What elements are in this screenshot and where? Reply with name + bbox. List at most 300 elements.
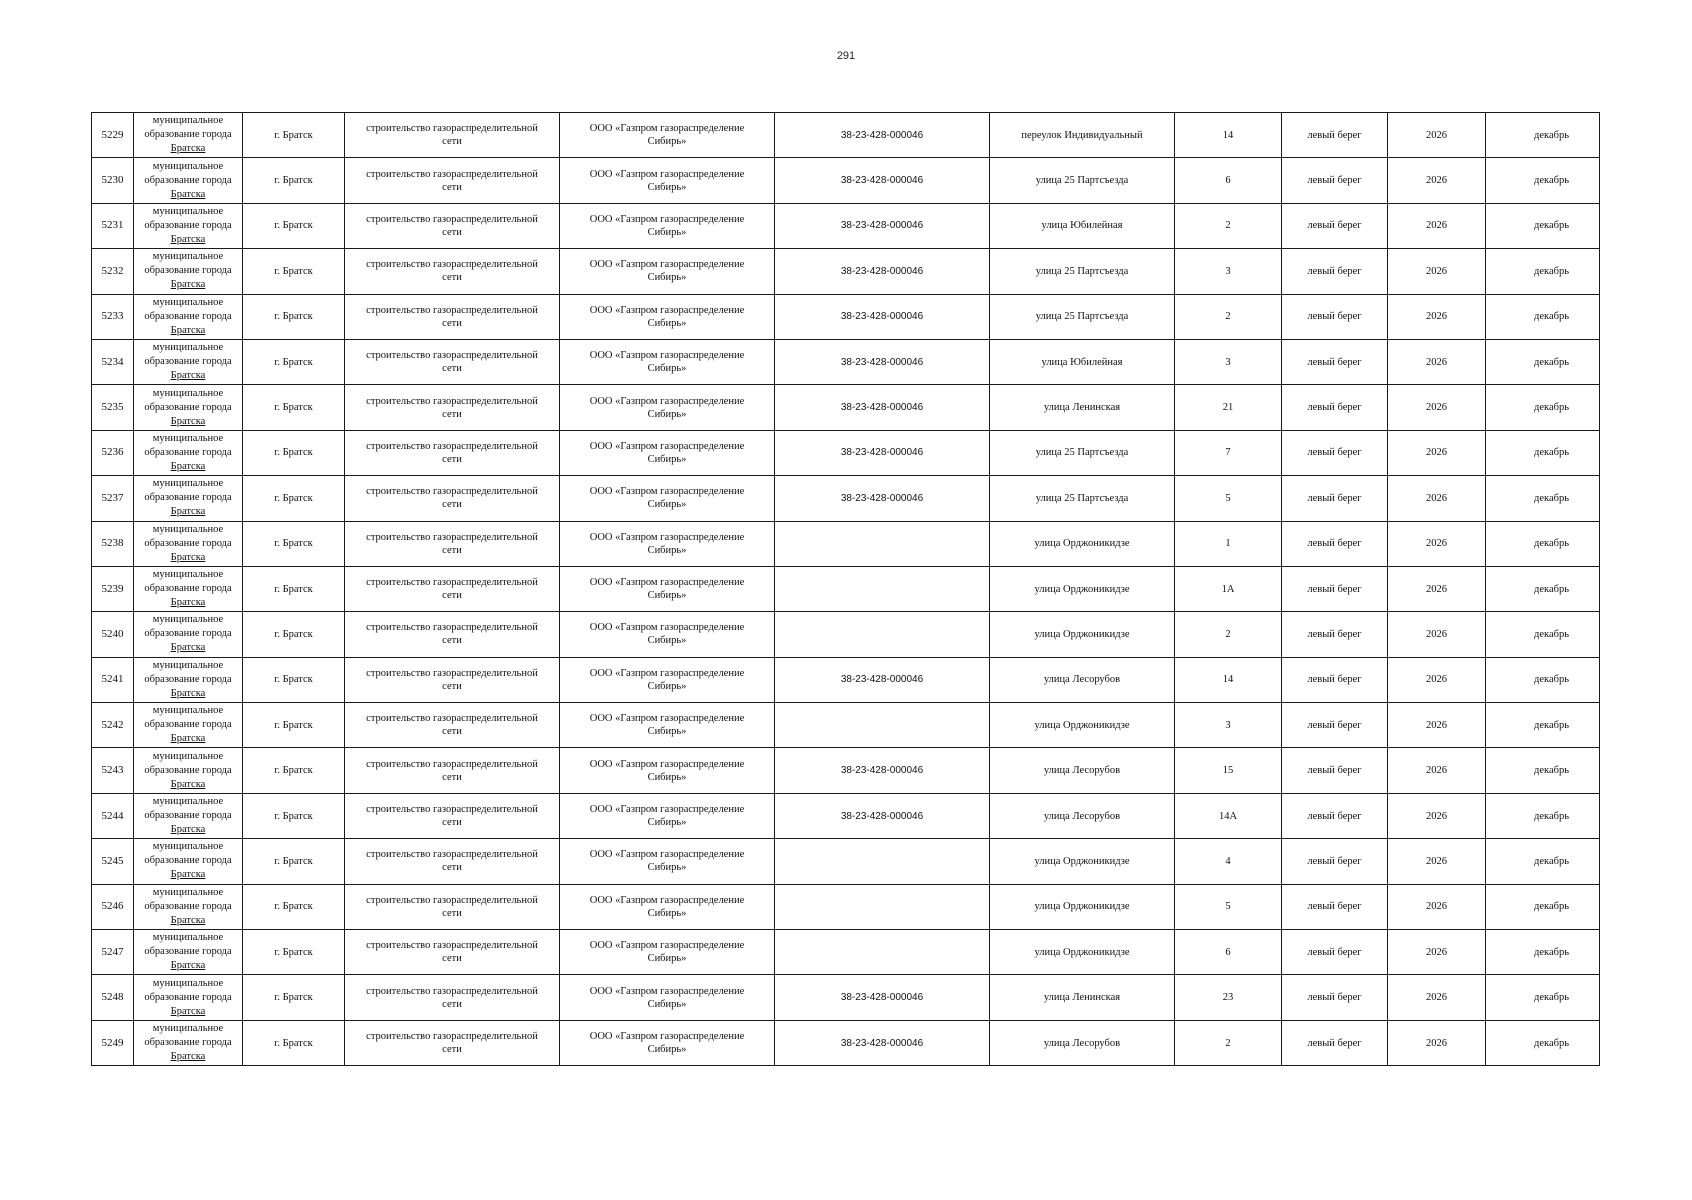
municipality-cell-line: образование города — [144, 810, 232, 822]
row-number: 5245 — [92, 839, 134, 884]
organization-cell-line: Сибирь» — [647, 363, 687, 375]
row-number: 5241 — [92, 657, 134, 702]
organization-cell — [560, 566, 775, 611]
row-number: 5235 — [92, 385, 134, 430]
house-number-cell: 4 — [1175, 839, 1282, 884]
organization-cell-line: ООО «Газпром газораспределение — [589, 577, 745, 589]
house-number-cell: 3 — [1175, 249, 1282, 294]
municipality-cell-line: муниципальное — [152, 478, 224, 490]
year-cell: 2026 — [1388, 657, 1486, 702]
house-number-cell: 23 — [1175, 975, 1282, 1020]
object-code-cell — [775, 930, 990, 975]
row-number: 5248 — [92, 975, 134, 1020]
organization-cell-line: Сибирь» — [647, 635, 687, 647]
municipality-cell-line: муниципальное — [152, 432, 224, 444]
object-code-cell: 38-23-428-000046 — [775, 1020, 990, 1065]
year-cell: 2026 — [1388, 703, 1486, 748]
work-type-cell-line: строительство газораспределительной — [366, 259, 538, 271]
municipality-cell-line: муниципальное — [152, 115, 224, 127]
object-code-cell: 38-23-428-000046 — [775, 657, 990, 702]
bank-cell: левый берег — [1282, 612, 1388, 657]
city-cell: г. Братск — [243, 748, 345, 793]
organization-cell-line: Сибирь» — [647, 499, 687, 511]
year-cell: 2026 — [1388, 203, 1486, 248]
work-type-cell — [345, 930, 560, 975]
table-row — [92, 612, 1600, 657]
work-type-cell-line: сети — [442, 771, 462, 783]
organization-cell-line: ООО «Газпром газораспределение — [589, 667, 745, 679]
municipality-cell — [134, 703, 243, 748]
organization-cell — [560, 339, 775, 384]
work-type-cell-line: строительство газораспределительной — [366, 985, 538, 997]
organization-cell-line: ООО «Газпром газораспределение — [589, 758, 745, 770]
table-row — [92, 748, 1600, 793]
table-row — [92, 113, 1600, 158]
municipality-cell-line: Братска — [170, 733, 206, 745]
street-cell: улица Лесорубов — [990, 793, 1175, 838]
bank-cell: левый берег — [1282, 793, 1388, 838]
month-cell: декабрь — [1486, 430, 1600, 475]
organization-cell-line: ООО «Газпром газораспределение — [589, 123, 745, 135]
bank-cell: левый берег — [1282, 657, 1388, 702]
street-cell: улица 25 Партсъезда — [990, 158, 1175, 203]
work-type-cell-line: сети — [442, 907, 462, 919]
work-type-cell-line: сети — [442, 1044, 462, 1055]
work-type-cell — [345, 657, 560, 702]
municipality-cell-line: муниципальное — [152, 523, 224, 535]
city-cell: г. Братск — [243, 884, 345, 929]
house-number-cell: 3 — [1175, 703, 1282, 748]
table-row — [92, 158, 1600, 203]
work-type-cell-line: сети — [442, 635, 462, 647]
table-body — [92, 113, 1600, 1066]
work-type-cell — [345, 294, 560, 339]
house-number-cell: 1 — [1175, 521, 1282, 566]
work-type-cell — [345, 839, 560, 884]
work-type-cell-line: строительство газораспределительной — [366, 894, 538, 906]
table-row — [92, 839, 1600, 884]
work-type-cell-line: сети — [442, 272, 462, 284]
municipality-cell — [134, 566, 243, 611]
house-number-cell: 2 — [1175, 1020, 1282, 1065]
bank-cell: левый берег — [1282, 249, 1388, 294]
work-type-cell-line: сети — [442, 226, 462, 238]
gasification-table — [91, 112, 1600, 1066]
organization-cell-line: ООО «Газпром газораспределение — [589, 985, 745, 997]
organization-cell — [560, 748, 775, 793]
year-cell: 2026 — [1388, 748, 1486, 793]
table-row — [92, 657, 1600, 702]
city-cell: г. Братск — [243, 839, 345, 884]
bank-cell: левый берег — [1282, 748, 1388, 793]
year-cell: 2026 — [1388, 975, 1486, 1020]
table-row — [92, 793, 1600, 838]
work-type-cell-line: строительство газораспределительной — [366, 849, 538, 861]
organization-cell — [560, 521, 775, 566]
municipality-cell-line: образование города — [144, 673, 232, 685]
municipality-cell-line: образование города — [144, 900, 232, 912]
municipality-cell-line: Братска — [170, 233, 206, 245]
work-type-cell-line: сети — [442, 590, 462, 602]
municipality-cell-line: образование города — [144, 446, 232, 458]
month-cell: декабрь — [1486, 793, 1600, 838]
street-cell: улица 25 Партсъезда — [990, 476, 1175, 521]
table-row — [92, 430, 1600, 475]
work-type-cell — [345, 339, 560, 384]
house-number-cell: 6 — [1175, 930, 1282, 975]
work-type-cell — [345, 975, 560, 1020]
street-cell: улица Ленинская — [990, 385, 1175, 430]
row-number: 5243 — [92, 748, 134, 793]
work-type-cell-line: строительство газораспределительной — [366, 1031, 538, 1042]
month-cell: декабрь — [1486, 703, 1600, 748]
municipality-cell-line: образование города — [144, 628, 232, 640]
work-type-cell-line: сети — [442, 317, 462, 329]
work-type-cell — [345, 566, 560, 611]
organization-cell — [560, 249, 775, 294]
bank-cell: левый берег — [1282, 339, 1388, 384]
organization-cell-line: ООО «Газпром газораспределение — [589, 395, 745, 407]
work-type-cell — [345, 748, 560, 793]
street-cell: улица Орджоникидзе — [990, 612, 1175, 657]
house-number-cell: 6 — [1175, 158, 1282, 203]
city-cell: г. Братск — [243, 612, 345, 657]
municipality-cell — [134, 521, 243, 566]
municipality-cell-line: образование города — [144, 310, 232, 322]
work-type-cell-line: сети — [442, 363, 462, 375]
row-number: 5247 — [92, 930, 134, 975]
organization-cell — [560, 930, 775, 975]
municipality-cell — [134, 1020, 243, 1065]
organization-cell — [560, 294, 775, 339]
organization-cell — [560, 430, 775, 475]
city-cell: г. Братск — [243, 566, 345, 611]
table-row — [92, 703, 1600, 748]
municipality-cell — [134, 158, 243, 203]
organization-cell — [560, 793, 775, 838]
municipality-cell — [134, 612, 243, 657]
street-cell: улица Лесорубов — [990, 748, 1175, 793]
house-number-cell: 15 — [1175, 748, 1282, 793]
work-type-cell-line: сети — [442, 499, 462, 511]
month-cell: декабрь — [1486, 521, 1600, 566]
month-cell: декабрь — [1486, 884, 1600, 929]
bank-cell: левый берег — [1282, 1020, 1388, 1065]
work-type-cell-line: сети — [442, 726, 462, 738]
municipality-cell-line: Братска — [170, 914, 206, 926]
street-cell: улица 25 Партсъезда — [990, 294, 1175, 339]
city-cell: г. Братск — [243, 294, 345, 339]
row-number: 5230 — [92, 158, 134, 203]
municipality-cell-line: Братска — [170, 687, 206, 699]
municipality-cell-line: Братска — [170, 143, 206, 155]
work-type-cell — [345, 203, 560, 248]
municipality-cell-line: Братска — [170, 324, 206, 336]
city-cell: г. Братск — [243, 1020, 345, 1065]
bank-cell: левый берег — [1282, 930, 1388, 975]
house-number-cell: 7 — [1175, 430, 1282, 475]
organization-cell-line: ООО «Газпром газораспределение — [589, 440, 745, 452]
municipality-cell — [134, 839, 243, 884]
work-type-cell-line: строительство газораспределительной — [366, 123, 538, 135]
month-cell: декабрь — [1486, 839, 1600, 884]
city-cell: г. Братск — [243, 703, 345, 748]
house-number-cell: 14А — [1175, 793, 1282, 838]
bank-cell: левый берег — [1282, 158, 1388, 203]
street-cell: улица Орджоникидзе — [990, 521, 1175, 566]
year-cell: 2026 — [1388, 113, 1486, 158]
month-cell: декабрь — [1486, 930, 1600, 975]
bank-cell: левый берег — [1282, 521, 1388, 566]
municipality-cell-line: образование города — [144, 719, 232, 731]
house-number-cell: 21 — [1175, 385, 1282, 430]
city-cell: г. Братск — [243, 158, 345, 203]
bank-cell: левый берег — [1282, 385, 1388, 430]
organization-cell-line: ООО «Газпром газораспределение — [589, 894, 745, 906]
municipality-cell-line: образование города — [144, 174, 232, 186]
municipality-cell-line: муниципальное — [152, 886, 224, 898]
bank-cell: левый берег — [1282, 113, 1388, 158]
municipality-cell-line: Братска — [170, 279, 206, 291]
row-number: 5234 — [92, 339, 134, 384]
municipality-cell-line: Братска — [170, 460, 206, 472]
year-cell: 2026 — [1388, 385, 1486, 430]
house-number-cell: 1А — [1175, 566, 1282, 611]
city-cell: г. Братск — [243, 521, 345, 566]
municipality-cell — [134, 930, 243, 975]
municipality-cell-line: Братска — [170, 1005, 206, 1017]
organization-cell-line: ООО «Газпром газораспределение — [589, 213, 745, 225]
table-row — [92, 930, 1600, 975]
month-cell: декабрь — [1486, 612, 1600, 657]
organization-cell — [560, 1020, 775, 1065]
table-row — [92, 294, 1600, 339]
year-cell: 2026 — [1388, 430, 1486, 475]
municipality-cell-line: образование города — [144, 991, 232, 1003]
bank-cell: левый берег — [1282, 703, 1388, 748]
table-row — [92, 1020, 1600, 1065]
organization-cell-line: Сибирь» — [647, 317, 687, 329]
work-type-cell-line: сети — [442, 136, 462, 148]
street-cell: улица Орджоникидзе — [990, 703, 1175, 748]
object-code-cell: 38-23-428-000046 — [775, 339, 990, 384]
organization-cell-line: Сибирь» — [647, 680, 687, 692]
month-cell: декабрь — [1486, 113, 1600, 158]
object-code-cell: 38-23-428-000046 — [775, 203, 990, 248]
municipality-cell-line: Братска — [170, 778, 206, 790]
street-cell: улица Орджоникидзе — [990, 566, 1175, 611]
work-type-cell-line: сети — [442, 544, 462, 556]
municipality-cell-line: муниципальное — [152, 160, 224, 172]
organization-cell-line: Сибирь» — [647, 907, 687, 919]
organization-cell-line: Сибирь» — [647, 544, 687, 556]
year-cell: 2026 — [1388, 930, 1486, 975]
organization-cell-line: Сибирь» — [647, 408, 687, 420]
municipality-cell — [134, 339, 243, 384]
municipality-cell-line: образование города — [144, 537, 232, 549]
year-cell: 2026 — [1388, 339, 1486, 384]
row-number: 5232 — [92, 249, 134, 294]
municipality-cell — [134, 476, 243, 521]
city-cell: г. Братск — [243, 657, 345, 702]
street-cell: улица Юбилейная — [990, 203, 1175, 248]
house-number-cell: 5 — [1175, 476, 1282, 521]
municipality-cell-line: Братска — [170, 869, 206, 881]
municipality-cell-line: образование города — [144, 764, 232, 776]
work-type-cell — [345, 113, 560, 158]
object-code-cell — [775, 884, 990, 929]
organization-cell — [560, 657, 775, 702]
organization-cell-line: Сибирь» — [647, 590, 687, 602]
work-type-cell-line: строительство газораспределительной — [366, 440, 538, 452]
work-type-cell-line: строительство газораспределительной — [366, 486, 538, 498]
city-cell: г. Братск — [243, 430, 345, 475]
month-cell: декабрь — [1486, 566, 1600, 611]
year-cell: 2026 — [1388, 521, 1486, 566]
organization-cell — [560, 884, 775, 929]
organization-cell-line: ООО «Газпром газораспределение — [589, 940, 745, 952]
work-type-cell-line: сети — [442, 680, 462, 692]
street-cell: улица 25 Партсъезда — [990, 430, 1175, 475]
work-type-cell-line: сети — [442, 862, 462, 874]
municipality-cell-line: образование города — [144, 583, 232, 595]
row-number: 5237 — [92, 476, 134, 521]
row-number: 5236 — [92, 430, 134, 475]
city-cell: г. Братск — [243, 339, 345, 384]
organization-cell-line: ООО «Газпром газораспределение — [589, 804, 745, 816]
work-type-cell — [345, 476, 560, 521]
object-code-cell — [775, 521, 990, 566]
table-row — [92, 884, 1600, 929]
municipality-cell-line: образование города — [144, 492, 232, 504]
month-cell: декабрь — [1486, 1020, 1600, 1065]
work-type-cell-line: сети — [442, 998, 462, 1010]
city-cell: г. Братск — [243, 249, 345, 294]
municipality-cell-line: муниципальное — [152, 932, 224, 944]
municipality-cell-line: муниципальное — [152, 1023, 224, 1034]
municipality-cell-line: Братска — [170, 824, 206, 836]
work-type-cell-line: строительство газораспределительной — [366, 350, 538, 362]
organization-cell-line: ООО «Газпром газораспределение — [589, 486, 745, 498]
row-number: 5242 — [92, 703, 134, 748]
organization-cell — [560, 612, 775, 657]
municipality-cell-line: муниципальное — [152, 569, 224, 581]
municipality-cell-line: Братска — [170, 597, 206, 609]
organization-cell — [560, 975, 775, 1020]
organization-cell — [560, 385, 775, 430]
work-type-cell-line: сети — [442, 953, 462, 965]
municipality-cell-line: Братска — [170, 506, 206, 518]
work-type-cell — [345, 158, 560, 203]
object-code-cell — [775, 703, 990, 748]
work-type-cell-line: строительство газораспределительной — [366, 577, 538, 589]
work-type-cell — [345, 430, 560, 475]
work-type-cell-line: строительство газораспределительной — [366, 304, 538, 316]
work-type-cell-line: сети — [442, 181, 462, 193]
bank-cell: левый берег — [1282, 839, 1388, 884]
municipality-cell-line: образование города — [144, 219, 232, 231]
organization-cell-line: Сибирь» — [647, 953, 687, 965]
work-type-cell — [345, 249, 560, 294]
municipality-cell — [134, 249, 243, 294]
house-number-cell: 2 — [1175, 203, 1282, 248]
organization-cell-line: ООО «Газпром газораспределение — [589, 713, 745, 725]
month-cell: декабрь — [1486, 294, 1600, 339]
table-row — [92, 385, 1600, 430]
object-code-cell: 38-23-428-000046 — [775, 294, 990, 339]
object-code-cell — [775, 839, 990, 884]
work-type-cell-line: строительство газораспределительной — [366, 395, 538, 407]
organization-cell-line: Сибирь» — [647, 1044, 687, 1055]
house-number-cell: 14 — [1175, 657, 1282, 702]
object-code-cell: 38-23-428-000046 — [775, 476, 990, 521]
municipality-cell-line: Братска — [170, 642, 206, 654]
work-type-cell-line: сети — [442, 817, 462, 829]
year-cell: 2026 — [1388, 158, 1486, 203]
municipality-cell — [134, 203, 243, 248]
table-row — [92, 476, 1600, 521]
municipality-cell-line: Братска — [170, 370, 206, 382]
city-cell: г. Братск — [243, 476, 345, 521]
work-type-cell — [345, 703, 560, 748]
work-type-cell — [345, 612, 560, 657]
work-type-cell-line: строительство газораспределительной — [366, 213, 538, 225]
municipality-cell-line: образование города — [144, 356, 232, 368]
object-code-cell — [775, 566, 990, 611]
organization-cell-line: Сибирь» — [647, 226, 687, 238]
row-number: 5238 — [92, 521, 134, 566]
municipality-cell-line: муниципальное — [152, 614, 224, 626]
house-number-cell: 2 — [1175, 294, 1282, 339]
organization-cell — [560, 476, 775, 521]
work-type-cell-line: строительство газораспределительной — [366, 168, 538, 180]
municipality-cell-line: образование города — [144, 129, 232, 141]
object-code-cell: 38-23-428-000046 — [775, 748, 990, 793]
table-row — [92, 521, 1600, 566]
month-cell: декабрь — [1486, 158, 1600, 203]
organization-cell-line: ООО «Газпром газораспределение — [589, 622, 745, 634]
work-type-cell — [345, 521, 560, 566]
object-code-cell: 38-23-428-000046 — [775, 385, 990, 430]
organization-cell-line: Сибирь» — [647, 272, 687, 284]
municipality-cell — [134, 113, 243, 158]
municipality-cell-line: Братска — [170, 415, 206, 427]
work-type-cell-line: сети — [442, 408, 462, 420]
organization-cell-line: Сибирь» — [647, 181, 687, 193]
municipality-cell — [134, 385, 243, 430]
month-cell: декабрь — [1486, 748, 1600, 793]
bank-cell: левый берег — [1282, 476, 1388, 521]
organization-cell — [560, 158, 775, 203]
year-cell: 2026 — [1388, 1020, 1486, 1065]
municipality-cell — [134, 748, 243, 793]
city-cell: г. Братск — [243, 203, 345, 248]
street-cell: улица Орджоникидзе — [990, 839, 1175, 884]
organization-cell-line: ООО «Газпром газораспределение — [589, 350, 745, 362]
city-cell: г. Братск — [243, 385, 345, 430]
street-cell: переулок Индивидуальный — [990, 113, 1175, 158]
municipality-cell-line: муниципальное — [152, 205, 224, 217]
organization-cell-line: Сибирь» — [647, 817, 687, 829]
municipality-cell-line: муниципальное — [152, 796, 224, 808]
street-cell: улица Юбилейная — [990, 339, 1175, 384]
row-number: 5229 — [92, 113, 134, 158]
street-cell: улица Орджоникидзе — [990, 884, 1175, 929]
organization-cell-line: Сибирь» — [647, 771, 687, 783]
work-type-cell-line: строительство газораспределительной — [366, 940, 538, 952]
street-cell: улица 25 Партсъезда — [990, 249, 1175, 294]
row-number: 5244 — [92, 793, 134, 838]
